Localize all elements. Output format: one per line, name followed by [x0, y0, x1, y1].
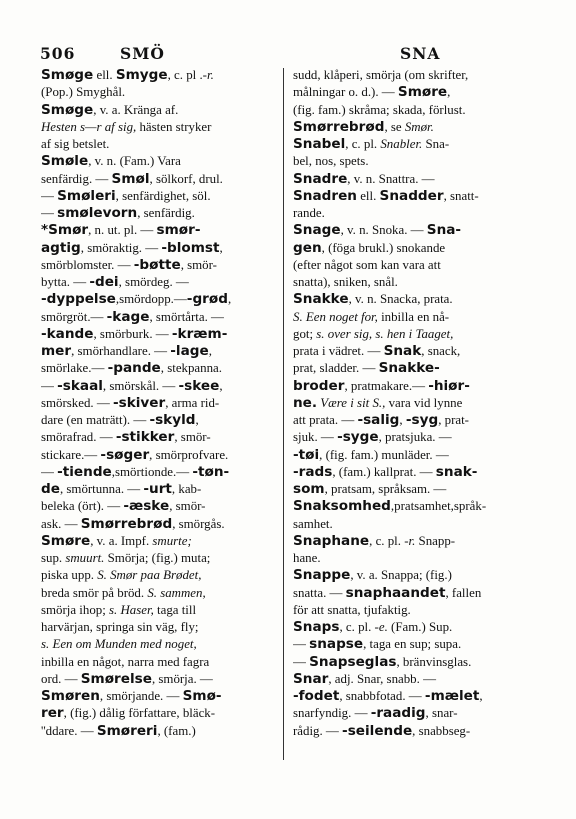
headword: -seilende [342, 722, 413, 739]
definition-text: stickare.— [41, 447, 101, 462]
headword: Snappe [293, 567, 351, 584]
example-phrase: r. [408, 533, 416, 548]
headword: -skee [178, 377, 220, 394]
headword: Snak [383, 343, 422, 359]
definition-text: (Fam.) Sup. [387, 620, 453, 634]
definition-text: ,pratsamhet,språk- [390, 499, 487, 514]
headword: broder [293, 377, 345, 394]
definition-text: dare (en maträtt). — [41, 413, 150, 427]
headword: snaphaandet [345, 584, 446, 601]
example-phrase: e. [378, 620, 388, 634]
headword: mer [41, 343, 72, 359]
text-line [41, 84, 274, 101]
text-line [41, 602, 274, 619]
headword: -tøn- [192, 463, 230, 480]
text-line [293, 188, 531, 205]
guide-word-right: SNA [400, 44, 441, 63]
text-line [41, 585, 274, 602]
definition-text: (Pop.) Smyghål. [41, 85, 126, 100]
definition-text: smörlake.— [41, 361, 108, 376]
headword: snapse [309, 636, 364, 653]
definition-text: — [41, 378, 58, 393]
definition-text: ,smörtionde.— [111, 464, 193, 479]
definition-text: — [293, 637, 310, 652]
headword: Smøleri [57, 187, 116, 204]
definition-text: , smörjande. — [99, 689, 183, 703]
definition-text: rande. [293, 206, 325, 220]
text-line [41, 343, 274, 360]
headword: gen [293, 239, 322, 256]
definition-text: , snack, [421, 344, 461, 358]
definition-text: , v. n. Snacka, prata. [348, 292, 453, 307]
definition-text: , smörtunna. — [59, 482, 144, 496]
definition-text: , bränvinsglas. [396, 654, 472, 669]
definition-text: snatta), sniken, snål. [293, 275, 398, 289]
text-line [293, 671, 531, 688]
definition-text: , arma rid- [165, 395, 220, 410]
text-line [41, 153, 274, 170]
definition-text: , [208, 344, 212, 358]
headword: -lage [170, 343, 209, 359]
definition-text: , taga en sup; supa. [363, 637, 462, 652]
headword: Snakke- [378, 360, 440, 377]
text-line [293, 343, 531, 360]
definition-text: , senfärdig. [137, 206, 195, 220]
definition-text: breda smör på bröd. [41, 585, 148, 600]
definition-text: , snabbfotad. — [339, 689, 425, 703]
headword: *Smør [41, 222, 89, 239]
definition-text: , c. pl. - [369, 533, 409, 548]
definition-text: , smör- [174, 430, 211, 445]
definition-text: , v. n. (Fam.) Vara [88, 154, 181, 169]
headword: -urt [143, 481, 172, 497]
definition-text: inbilla en något, narra med fagra [41, 654, 210, 669]
text-line [293, 533, 531, 550]
right-column [293, 67, 531, 779]
text-line [293, 67, 531, 84]
example-phrase: Smør. [404, 119, 434, 134]
headword: -tøi [293, 446, 320, 463]
text-line [293, 171, 531, 188]
headword: Snadre [293, 170, 348, 187]
headword: rer [41, 705, 64, 722]
text-line [293, 585, 531, 602]
text-line [41, 360, 274, 377]
text-line [293, 119, 531, 136]
definition-text: , smörtårta. — [149, 309, 224, 324]
text-line [293, 412, 531, 429]
text-line [293, 723, 531, 740]
text-line [41, 222, 274, 239]
definition-text: snarfyndig. — [293, 706, 371, 721]
definition-text: , smördeg. — [118, 275, 189, 289]
text-line [293, 240, 531, 257]
definition-text: , [479, 689, 483, 703]
definition-text: , v. a. Kränga af. [93, 102, 179, 117]
definition-text: , (fam.) kallprat. — [332, 464, 436, 479]
definition-text: , [447, 85, 451, 100]
text-line [41, 395, 274, 412]
definition-text: got; [293, 326, 317, 341]
text-line [41, 309, 274, 326]
definition-text: ,smördopp.— [115, 292, 187, 307]
text-line [293, 688, 531, 705]
text-line [293, 550, 531, 567]
definition-text: , [219, 240, 223, 255]
headword: smør- [156, 222, 201, 239]
text-line [293, 205, 531, 222]
text-line [41, 481, 274, 498]
definition-text: för att snatta, tjufaktig. [293, 602, 411, 617]
definition-text: — [41, 206, 58, 220]
headword: snak- [435, 463, 478, 480]
definition-text: smörsked. — [41, 395, 113, 410]
headword: Smyge [115, 67, 168, 83]
definition-text: sudd, klåperi, smörja (om skrifter, [293, 68, 469, 82]
example-phrase: r. [206, 68, 214, 82]
definition-text: , se [384, 119, 405, 134]
definition-text: , sölkorf, drul. [149, 171, 223, 186]
definition-text: beleka (ört). — [41, 499, 124, 514]
definition-text: hane. [293, 551, 321, 565]
definition-text: prata i vädret. — [293, 344, 384, 358]
text-line [41, 636, 274, 653]
text-line [41, 498, 274, 515]
definition-text: , v. a. Snappa; (fig.) [350, 568, 452, 583]
definition-text: bel, nos, spets. [293, 154, 369, 169]
definition-text: , fallen [445, 585, 482, 600]
definition-text: inbilla en nå- [377, 309, 450, 324]
text-line [293, 291, 531, 308]
headword: ne. [293, 394, 318, 411]
headword: -mælet [424, 688, 480, 704]
definition-text: , [219, 378, 223, 393]
text-line [293, 619, 531, 636]
definition-text: , c. pl. [345, 137, 381, 151]
definition-text: , pratmakare.— [344, 378, 429, 393]
definition-text: ell. [93, 68, 116, 82]
definition-text: harvärjan, springa sin väg, fly; [41, 620, 199, 634]
headword: Snapseglas [309, 653, 397, 670]
example-phrase: Snabler. [380, 137, 423, 151]
example-phrase: Hesten s—r af sig, [41, 119, 137, 134]
definition-text: ''ddare. — [41, 723, 97, 738]
definition-text: rådig. — [293, 723, 343, 738]
definition-text: , kab- [171, 482, 202, 496]
text-line [293, 84, 531, 101]
definition-text: hästen stryker [136, 119, 212, 134]
text-line [293, 274, 531, 291]
definition-text: — [41, 464, 58, 479]
text-line [293, 222, 531, 239]
definition-text: , adj. Snar, snabb. — [328, 671, 436, 686]
definition-text: smörja ihop; [41, 602, 110, 617]
left-column [41, 67, 274, 779]
text-line [293, 153, 531, 170]
definition-text: Sna- [422, 137, 450, 151]
headword: -syg [405, 412, 439, 428]
text-line [293, 136, 531, 153]
headword: Snage [293, 222, 341, 239]
headword: -syge [337, 429, 379, 446]
definition-text: , prat- [438, 413, 469, 427]
text-line [293, 429, 531, 446]
headword: -rads [293, 463, 333, 480]
definition-text: snatta. — [293, 585, 346, 600]
definition-text: , (föga brukl.) snokande [321, 240, 446, 255]
headword: -dyppelse [41, 291, 116, 308]
headword: -skaal [57, 377, 103, 394]
example-phrase: s. Een om Munden med noget, [41, 637, 197, 652]
headword: Snaksomhed [293, 498, 391, 515]
headword: Snadren [293, 187, 357, 204]
headword: Smøren [41, 688, 100, 704]
text-line [293, 447, 531, 464]
text-line [41, 688, 274, 705]
definition-text: ord. — [41, 671, 81, 686]
text-line [41, 274, 274, 291]
headword: -kræm- [171, 325, 228, 342]
definition-text: , (fig.) dålig författare, bläck- [63, 706, 216, 721]
headword: Snabel [293, 136, 346, 152]
text-line [41, 205, 274, 222]
headword: -bøtte [133, 256, 181, 273]
definition-text: , [227, 292, 232, 307]
definition-text: , senfärdighet, söl. [115, 188, 211, 203]
definition-text: Snapp- [415, 533, 456, 548]
headword: -stikker [115, 429, 175, 446]
text-line [293, 395, 531, 412]
example-phrase: Være i sit S., [320, 395, 386, 410]
headword: -søger [100, 446, 150, 463]
headword: smølevorn [57, 205, 138, 221]
definition-text: vara vid lynne [385, 395, 463, 410]
text-line [293, 102, 531, 119]
text-line [293, 309, 531, 326]
running-header [40, 44, 536, 66]
definition-text: , smöraktig. — [80, 240, 162, 255]
text-line [41, 119, 274, 136]
text-line [293, 464, 531, 481]
headword: Smøle [41, 153, 89, 170]
definition-text: , smörja. — [151, 671, 213, 686]
definition-text: smörafrad. — [41, 430, 116, 445]
text-line [293, 516, 531, 533]
guide-word-left: SMÖ [120, 44, 165, 63]
headword: -dei [89, 274, 119, 290]
headword: -æske [123, 498, 170, 515]
text-line [41, 171, 274, 188]
headword: Smørelse [80, 670, 152, 687]
definition-text: , snatt- [443, 188, 479, 203]
text-line [41, 67, 274, 84]
definition-text: bytta. — [41, 275, 90, 289]
text-line [41, 533, 274, 550]
definition-text: , v. n. Snoka. — [340, 223, 427, 238]
headword: Smøre [397, 84, 448, 101]
definition-text: , [195, 413, 199, 427]
text-line [293, 654, 531, 671]
text-line [41, 654, 274, 671]
text-line [293, 705, 531, 722]
definition-text: piska upp. [41, 568, 98, 583]
example-phrase: s. over sig, s. hen i Taaget, [316, 326, 454, 341]
definition-text: , smörburk. — [93, 326, 172, 341]
headword: Smøge [41, 67, 94, 83]
example-phrase: s. Haser, [109, 602, 154, 617]
text-line [41, 705, 274, 722]
text-line [41, 291, 274, 308]
definition-text: ell. [356, 188, 380, 203]
headword: -tiende [57, 463, 112, 480]
text-line [41, 102, 274, 119]
text-line [41, 378, 274, 395]
text-line [41, 188, 274, 205]
definition-text: , (fam.) [157, 723, 196, 738]
definition-text: (fig. fam.) skråma; skada, förlust. [293, 102, 466, 117]
column-divider [283, 68, 284, 760]
text-line [41, 136, 274, 153]
headword: Smøge [41, 101, 94, 118]
definition-text: taga till [153, 602, 197, 617]
headword: -pande [107, 360, 161, 377]
headword: -raadig [370, 705, 426, 722]
text-line [293, 636, 531, 653]
text-line [293, 567, 531, 584]
headword: Smøre [41, 532, 91, 549]
definition-text: — [293, 654, 310, 669]
text-line [41, 516, 274, 533]
page-number: 506 [40, 44, 76, 63]
headword: Smø- [182, 688, 222, 704]
headword: -salig [357, 412, 400, 428]
definition-text: smörblomster. — [41, 257, 134, 272]
definition-text: , smörprofvare. [149, 447, 229, 462]
definition-text: , smörhandlare. — [71, 344, 171, 358]
headword: Snadder [379, 187, 444, 204]
text-line [293, 378, 531, 395]
text-line [41, 412, 274, 429]
headword: -kage [106, 308, 150, 325]
text-line [41, 257, 274, 274]
definition-text: , smörskål. — [102, 378, 179, 393]
headword: -grød [186, 291, 228, 308]
headword: Smørrebrød [293, 118, 385, 135]
example-phrase: smuurt. [65, 551, 105, 565]
definition-text: Smörja; (fig.) muta; [104, 551, 211, 565]
headword: agtig [41, 239, 81, 256]
definition-text: , smörgås. [172, 516, 225, 531]
example-phrase: S. Smør paa Brødet, [97, 568, 202, 583]
definition-text: sup. [41, 551, 66, 565]
definition-text: , stekpanna. [160, 361, 222, 376]
text-line [41, 550, 274, 567]
definition-text: smörgröt.— [41, 309, 107, 324]
definition-text: målningar o. d.). — [293, 85, 398, 100]
definition-text: , c. pl .- [167, 68, 207, 82]
text-line [41, 619, 274, 636]
text-line [41, 240, 274, 257]
definition-text: , pratsjuka. — [378, 430, 452, 445]
definition-text: , v. a. Impf. [90, 533, 153, 548]
definition-text: , v. n. Snattra. — [347, 171, 435, 186]
definition-text: af sig betslet. [41, 137, 110, 151]
text-line [293, 481, 531, 498]
example-phrase: S. Een noget for, [293, 309, 378, 324]
headword: de [41, 481, 60, 497]
text-line [41, 326, 274, 343]
text-line [293, 360, 531, 377]
definition-text: , c. pl. - [339, 620, 379, 634]
definition-text: (efter något som kan vara att [293, 257, 441, 272]
text-line [41, 567, 274, 584]
headword: Sna- [426, 222, 462, 239]
definition-text: , [399, 413, 406, 427]
example-phrase: smurte; [152, 533, 192, 548]
definition-text: , snar- [425, 706, 458, 721]
definition-text: , snabbseg- [412, 723, 471, 738]
headword: -fodet [293, 688, 340, 704]
definition-text: senfärdig. — [41, 171, 112, 186]
headword: Smørrebrød [80, 515, 173, 532]
headword: Snar [293, 670, 329, 687]
definition-text: att prata. — [293, 413, 358, 427]
definition-text: , smör- [169, 499, 206, 514]
text-line [41, 723, 274, 740]
headword: Smøl [111, 170, 150, 187]
definition-text: — [41, 188, 58, 203]
text-line [293, 602, 531, 619]
text-line [41, 447, 274, 464]
headword: -hiør- [428, 377, 470, 394]
definition-text: prat, sladder. — [293, 361, 379, 376]
text-line [293, 257, 531, 274]
definition-text: , smör- [180, 257, 217, 272]
text-line [41, 429, 274, 446]
text-line [293, 498, 531, 515]
text-line [41, 671, 274, 688]
headword: som [293, 481, 325, 497]
headword: Smøreri [96, 722, 158, 739]
text-line [293, 326, 531, 343]
headword: Snaphane [293, 532, 370, 549]
definition-text: samhet. [293, 516, 333, 531]
definition-text: , (fig. fam.) munläder. — [319, 447, 449, 462]
definition-text: , pratsam, språksam. — [324, 482, 447, 496]
headword: -blomst [161, 239, 220, 256]
definition-text: ask. — [41, 516, 81, 531]
definition-text: , n. ut. pl. — [88, 223, 157, 238]
headword: Snaps [293, 619, 340, 635]
headword: -kande [41, 325, 94, 342]
example-phrase: S. sammen, [147, 585, 206, 600]
text-line [41, 464, 274, 481]
headword: -skiver [112, 394, 166, 411]
headword: -skyld [149, 412, 196, 428]
headword: Snakke [293, 291, 349, 308]
definition-text: sjuk. — [293, 430, 338, 445]
